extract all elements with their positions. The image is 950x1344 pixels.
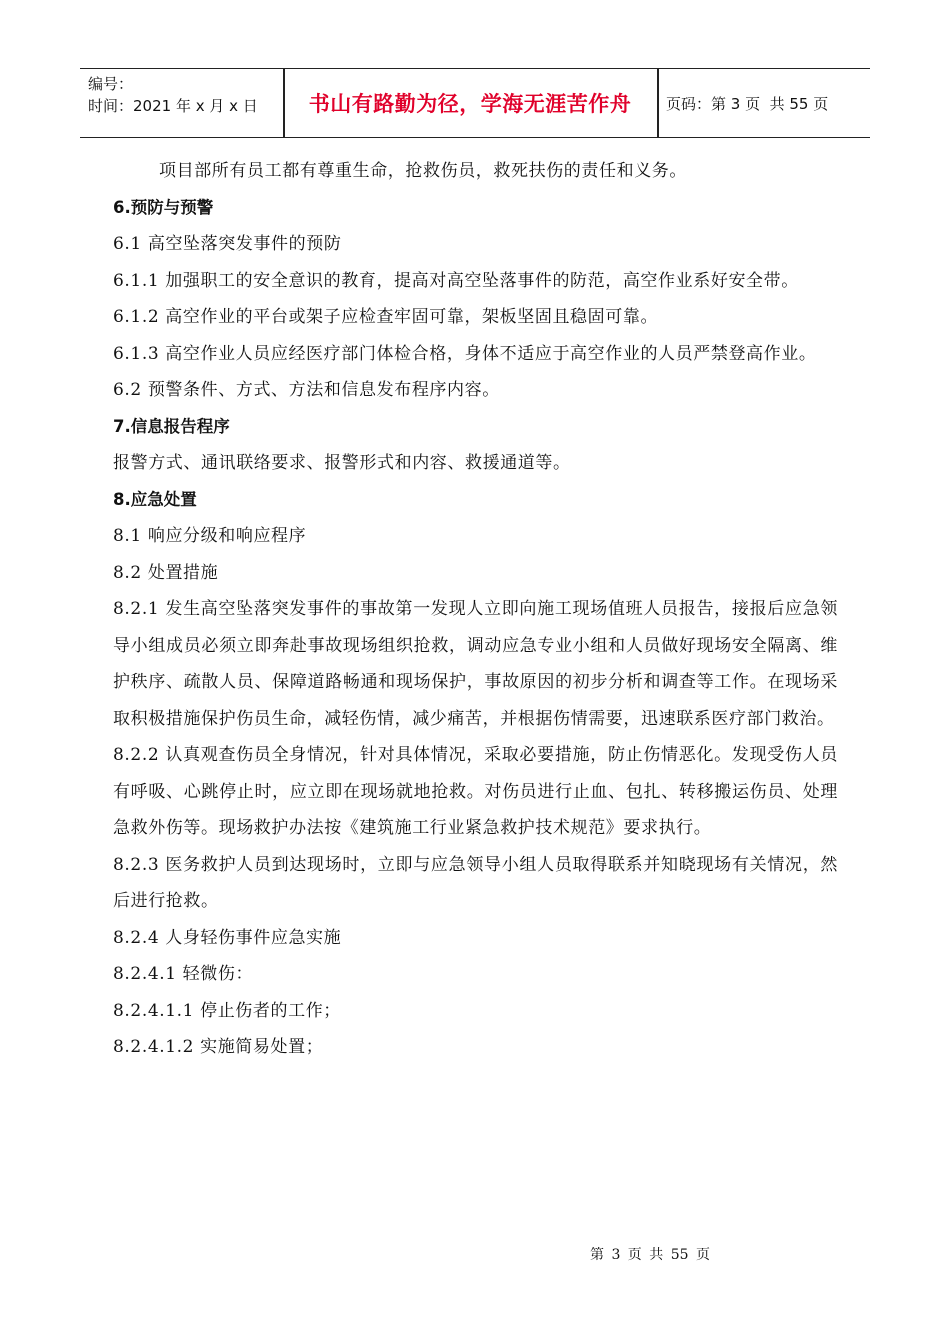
document-body (113, 153, 838, 1066)
header-motto: 书山有路勤为径，学海无涯苦作舟 (308, 92, 632, 116)
document-code-label: 编号： (88, 75, 134, 93)
section-heading: 8.应急处置 (113, 489, 197, 509)
header-meta (88, 73, 283, 117)
body-paragraph: 8.2.1 发生高空坠落突发事件的事故第一发现人立即向施工现场值班人员报告，接报后应急领导小组成员必须立即奔赴事故现场组织抢救，调动应急专业小组和人员做好现场安全隔离、维护秩序、疏散人员、保障道路畅通和现场保护，事故原因的初步分析和调查等工作。在现场采取积极措施保护伤员生命，减轻伤情，减少痛苦，并根据伤情需要，迅速联系医疗部门救治。 (113, 599, 838, 729)
document-date-label: 时间：2021 年 x 月 x 日 (88, 97, 258, 115)
body-paragraph: 8.2.4.1 轻微伤： (113, 964, 254, 984)
body-paragraph: 6.1 高空坠落突发事件的预防 (113, 234, 342, 254)
section-heading: 7.信息报告程序 (113, 416, 230, 436)
body-paragraph: 报警方式、通讯联络要求、报警形式和内容、救援通道等。 (113, 453, 571, 473)
body-paragraph: 8.1 响应分级和响应程序 (113, 526, 307, 546)
body-paragraph: 8.2 处置措施 (113, 562, 219, 583)
body-paragraph: 8.2.2 认真观查伤员全身情况，针对具体情况，采取必要措施，防止伤情恶化。发现受伤人员有呼吸、心跳停止时，应立即在现场就地抢救。对伤员进行止血、包扎、转移搬运伤员、处理急救外伤等。现场救护办法按《建筑施工行业紧急救护技术规范》要求执行。 (113, 745, 838, 838)
body-paragraph: 项目部所有员工都有尊重生命，抢救伤员，救死扶伤的责任和义务。 (159, 161, 687, 181)
header-page-info: 页码：第 3 页 共 55 页 (666, 94, 829, 113)
page-footer: 第 3 页 共 55 页 (590, 1247, 710, 1263)
body-paragraph: 6.1.1 加强职工的安全意识的教育，提高对高空坠落事件的防范，高空作业系好安全带。 (113, 270, 799, 291)
section-heading: 6.预防与预警 (113, 197, 214, 217)
body-paragraph: 6.2 预警条件、方式、方法和信息发布程序内容。 (113, 380, 500, 400)
body-paragraph: 6.1.3 高空作业人员应经医疗部门体检合格，身体不适应于高空作业的人员严禁登高作业。 (113, 343, 817, 364)
page-header (80, 68, 870, 138)
body-paragraph: 8.2.4.1.1 停止伤者的工作； (113, 1000, 341, 1021)
body-paragraph: 8.2.3 医务救护人员到达现场时，立即与应急领导小组人员取得联系并知晓现场有关情况，然后进行抢救。 (113, 854, 838, 911)
body-paragraph: 6.1.2 高空作业的平台或架子应检查牢固可靠，架板坚固且稳固可靠。 (113, 307, 659, 327)
body-paragraph: 8.2.4 人身轻伤事件应急实施 (113, 927, 342, 948)
body-paragraph: 8.2.4.1.2 实施简易处置； (113, 1037, 324, 1057)
header-divider-right (657, 69, 659, 137)
